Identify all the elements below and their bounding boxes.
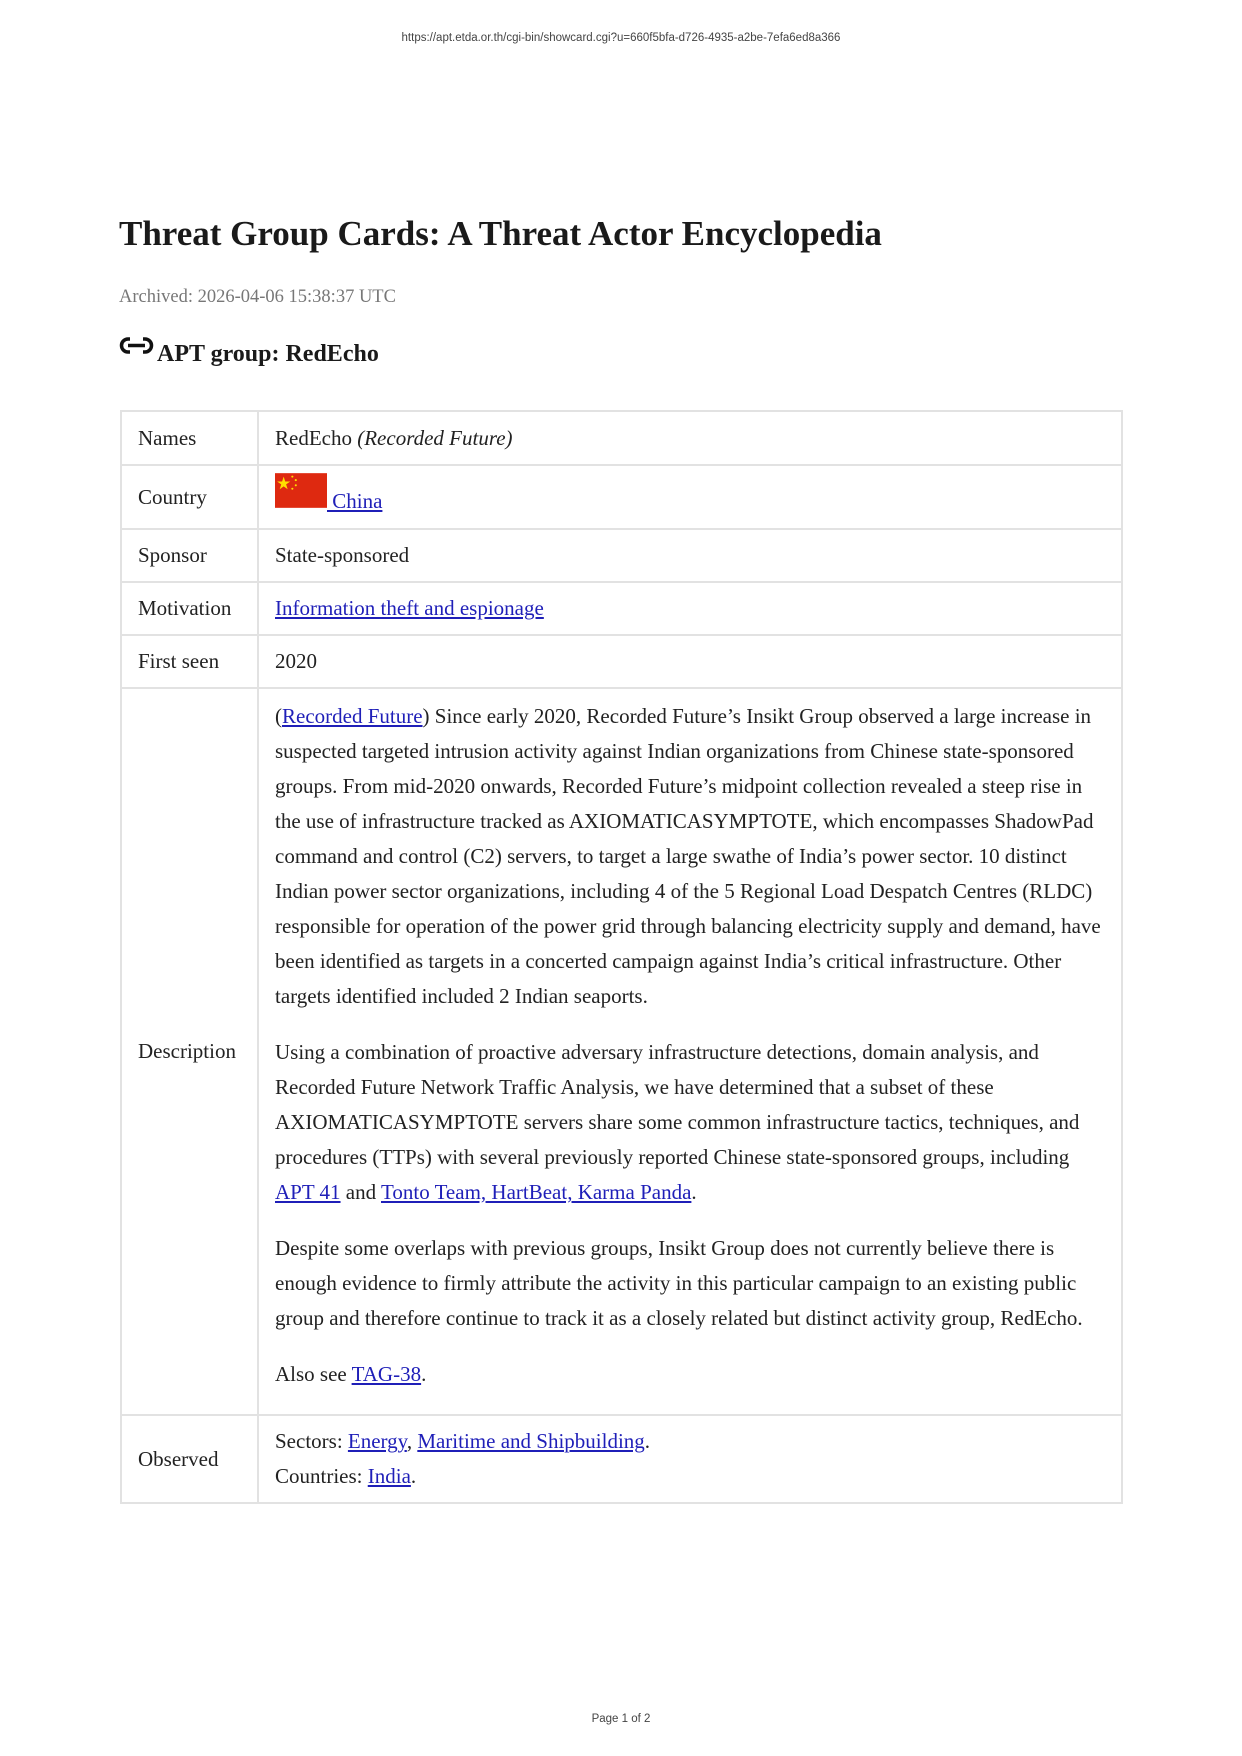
recorded-future-link[interactable]: Recorded Future — [282, 704, 423, 728]
description-paragraph-4 — [275, 1357, 1105, 1392]
china-flag-icon — [275, 473, 327, 508]
group-heading-text: APT group: RedEcho — [157, 341, 379, 367]
table-row-sponsor — [121, 529, 1122, 582]
sectors-label: Sectors: — [275, 1429, 348, 1453]
also-see-text: Also see — [275, 1362, 352, 1386]
tonto-team-link[interactable]: Tonto Team, HartBeat, Karma Panda — [381, 1180, 692, 1204]
motivation-value — [258, 582, 1122, 635]
sponsor-label: Sponsor — [121, 529, 258, 582]
first-seen-label: First seen — [121, 635, 258, 688]
period: . — [691, 1180, 697, 1204]
table-row-country — [121, 465, 1122, 529]
tag38-link[interactable]: TAG-38 — [351, 1362, 422, 1386]
page-title: Threat Group Cards: A Threat Actor Encyclopedia — [119, 214, 882, 253]
print-header-url: https://apt.etda.or.th/cgi-bin/showcard.cgi?u=660f5bfa-d726-4935-a2be-7efa6ed8a366 — [401, 32, 841, 44]
observed-label: Observed — [121, 1415, 258, 1503]
sector-maritime-link[interactable]: Maritime and Shipbuilding — [417, 1429, 645, 1453]
observed-value — [258, 1415, 1122, 1503]
description-value — [258, 688, 1122, 1415]
names-value — [258, 411, 1122, 465]
motivation-label: Motivation — [121, 582, 258, 635]
first-seen-value: 2020 — [258, 635, 1122, 688]
country-value — [258, 465, 1122, 529]
table-row-first-seen — [121, 635, 1122, 688]
observed-countries — [275, 1459, 1105, 1494]
period: . — [421, 1362, 427, 1386]
description-label: Description — [121, 688, 258, 1415]
period: . — [644, 1429, 651, 1453]
motivation-link[interactable]: Information theft and espionage — [275, 596, 544, 621]
countries-label: Countries: — [275, 1464, 368, 1488]
sponsor-value: State-sponsored — [258, 529, 1122, 582]
description-text-2: Using a combination of proactive adversary infrastructure detections, domain analysis, and Recorded Future Network Traffic Analysis, we have determined that a subset of these AXIOMATICASYMPTOTE servers share some common infrastructure tactics, techniques, and procedures (TTPs) with several previously reported Chinese state-sponsored groups, including — [275, 1040, 1080, 1169]
table-row-observed — [121, 1415, 1122, 1503]
archived-timestamp: Archived: 2026-04-06 15:38:37 UTC — [119, 287, 396, 307]
description-paragraph-2 — [275, 1035, 1105, 1210]
separator: , — [406, 1429, 418, 1453]
table-row-description — [121, 688, 1122, 1415]
country-name: China — [327, 489, 383, 514]
name-source: (Recorded Future) — [357, 425, 513, 450]
country-label: Country — [121, 465, 258, 529]
table-row-names — [121, 411, 1122, 465]
paren: ( — [275, 704, 282, 728]
group-card-table — [120, 410, 1123, 1504]
description-paragraph-3: Despite some overlaps with previous groups, Insikt Group does not currently believe there is enough evidence to firmly attribute the activity in this particular campaign to an existing public group and therefore continue to track it as a closely related but distinct activity group, RedEcho. — [275, 1236, 1083, 1330]
country-india-link[interactable]: India — [367, 1464, 411, 1488]
print-footer-page-number: Page 1 of 2 — [591, 1713, 651, 1725]
group-heading — [119, 341, 379, 368]
sector-energy-link[interactable]: Energy — [347, 1429, 407, 1453]
period: . — [410, 1464, 417, 1488]
country-link[interactable] — [275, 489, 382, 513]
group-name: RedEcho — [275, 425, 352, 450]
description-paragraph-1 — [275, 699, 1105, 1014]
names-label: Names — [121, 411, 258, 465]
table-row-motivation — [121, 582, 1122, 635]
observed-sectors — [275, 1424, 1105, 1459]
and-text: and — [340, 1180, 381, 1204]
description-text-1: ) Since early 2020, Recorded Future’s Insikt Group observed a large increase in suspected targeted intrusion activity against Indian organizations from Chinese state-sponsored groups. From mid-2020 onwards, Recorded Future’s midpoint collection revealed a steep rise in the use of infrastructure tracked as AXIOMATICASYMPTOTE, which encompasses ShadowPad command and control (C2) servers, to target a large swathe of India’s power sector. 10 distinct Indian power sector organizations, including 4 of the 5 Regional Load Despatch Centres (RLDC) responsible for operation of the power grid through balancing electricity supply and demand, have been identified as targets in a concerted campaign against India’s critical infrastructure. Other targets identified included 2 Indian seaports. — [275, 704, 1101, 1008]
apt41-link[interactable]: APT 41 — [275, 1180, 341, 1204]
link-icon[interactable] — [119, 336, 154, 358]
